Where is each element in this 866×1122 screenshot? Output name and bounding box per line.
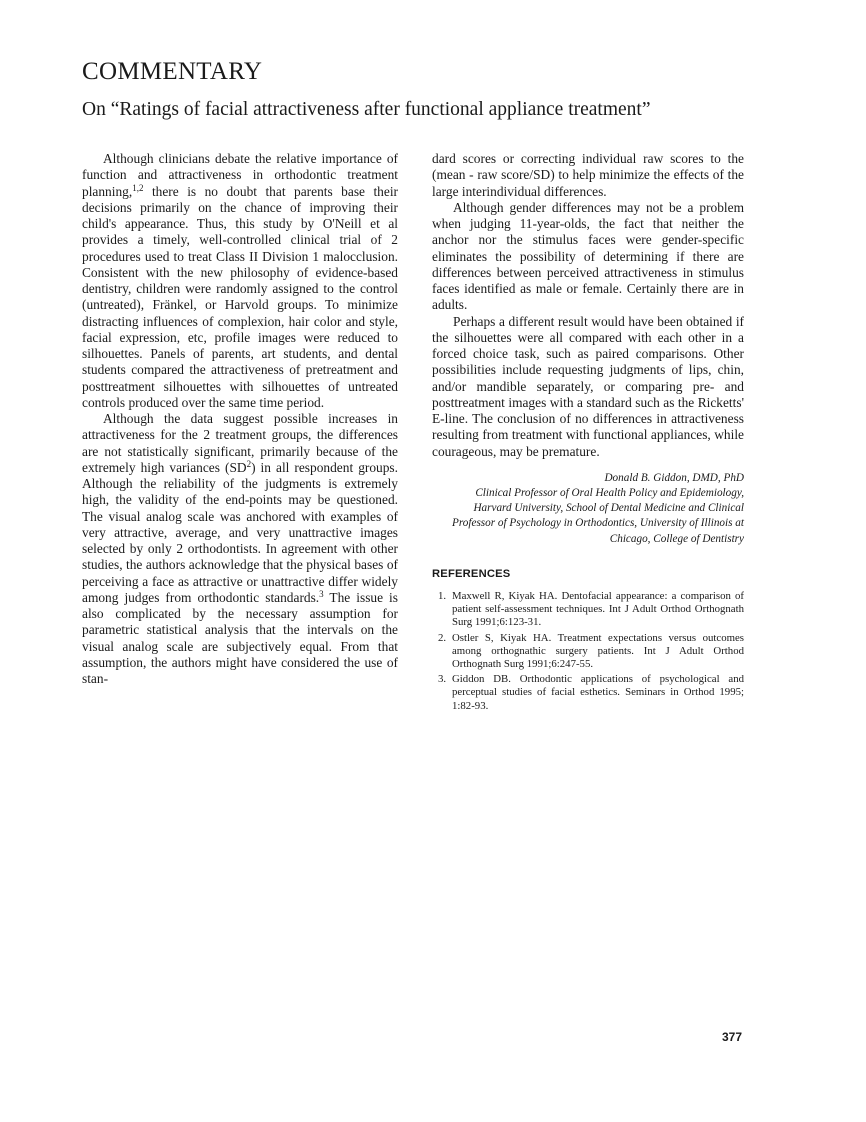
reference-item: 3. Giddon DB. Orthodontic applications of psychological and perceptual studies of facial esthetics. Seminars in Orthod 1995; 1:82-93. [438,673,744,712]
article-subtitle: On “Ratings of facial attractiveness after functional appliance treatment” [82,99,651,120]
references-list [432,590,744,713]
body-paragraph: Perhaps a different result would have been obtained if the silhouettes were all compared with each other in a forced choice task, such as paired comparisons. Other possibilities include requesting judgments of lips, chin, and/or mandible separately, or comparing pre- and posttreatment images with a standard such as the Ricketts' E-line. The conclusion of no differences in attractiveness resulting from treatment with functional appliances, while courageous, may be premature. [432,313,744,459]
references-heading: REFERENCES [432,567,511,580]
left-column [82,151,398,687]
reference-item: 1. Maxwell R, Kiyak HA. Dentofacial appearance: a comparison of patient self-assessment techniques. Int J Adult Orthod Orthognath Surg 1991;6:123-31. [438,590,744,629]
body-paragraph: Although gender differences may not be a problem when judging 11-year-olds, the fact that neither the anchor nor the stimulus faces were gender-specific eliminates the possibility of determining if there are differences between perceived attractiveness in stimulus faces identified as male or female. Certainly there are in adults. [432,199,744,313]
author-affiliation: Chicago, College of Dentistry [609,532,744,545]
author-signature [432,471,744,547]
author-name: Donald B. Giddon, DMD, PhD [604,471,744,484]
reference-item: 2. Ostler S, Kiyak HA. Treatment expectations versus outcomes among orthognathic surgery patients. Int J Adult Orthod Orthognath Surg 1991;6:247-55. [438,631,744,671]
body-paragraph: Although the data suggest possible increases in attractiveness for the 2 treatment groups, the differences are not statistically significant, primarily because of the extremely high variances $(SD^2)$ in all respondent groups. Although the reliability of the judgments is extremely high, the validity of the end-points may be questioned. The visual analog scale was anchored with examples of very attractive, average, and very unattractive images selected by only 2 orthodontists. In agreement with other studies, the authors acknowledge that the physical bases of perceiving a face as attractive or unattractive differ widely among judges from orthodontic standards.$^3$ The issue is also complicated by the necessary assumption for parametric statistical analysis that the intervals on the visual analog scale are subjectively equal. From that assumption, the authors might have considered the use of stan- [82,411,398,686]
body-paragraph: dard scores or correcting individual raw scores to the (mean - raw score/SD) to help minimize the effects of the large interindividual differences. [432,151,744,199]
right-column [432,151,744,715]
superscript: 2 [246,458,252,469]
citation-superscript: 1,2 [132,182,144,193]
page-title: COMMENTARY [82,58,263,85]
body-paragraph: Although clinicians debate the relative importance of function and attractiveness in orthodontic treatment planning,$^{1,2}$ there is no doubt that parents base their decisions primarily on the chance of improving their child's appearance. Thus, this study by O'Neill et al provides a timely, well-controlled clinical trial of 2 procedures used to treat Class II Division 1 malocclusion. Consistent with the new philosophy of evidence-based dentistry, children were randomly assigned to the control (untreated), Fränkel, or Harvold groups. To minimize distracting influences of complexion, hair color and style, facial expression, etc, profile images were reduced to silhouettes. Panels of parents, art students, and dental students compared the attractiveness of pretreatment and posttreatment silhouettes with silhouettes of untreated controls produced over the same time period. [82,151,398,410]
author-affiliation: Professor of Psychology in Orthodontics, University of Illinois at [452,517,744,530]
page-number: 377 [722,1030,743,1044]
citation-superscript: 3 [319,588,324,599]
author-affiliation: Harvard University, School of Dental Medicine and Clinical [473,502,744,515]
author-affiliation: Clinical Professor of Oral Health Policy and Epidemiology, [475,486,744,499]
